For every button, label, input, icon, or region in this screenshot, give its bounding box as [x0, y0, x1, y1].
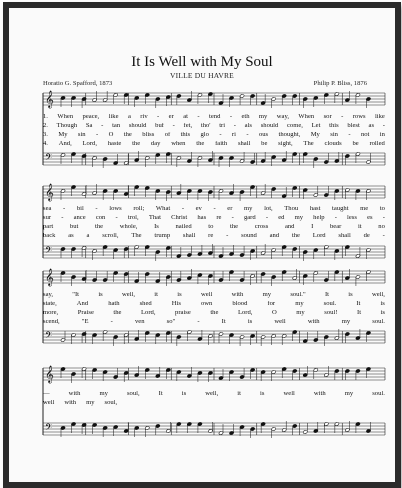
- note-head: [271, 427, 276, 431]
- note-head: [313, 429, 318, 433]
- note-head: [366, 160, 371, 164]
- note-head: [124, 192, 129, 196]
- note-head: [113, 93, 118, 97]
- lyric-line-s4-v2: well with my soul,: [43, 400, 118, 406]
- note-head: [103, 157, 108, 161]
- note-head: [292, 247, 297, 251]
- note-head: [113, 335, 118, 339]
- note-head: [219, 332, 224, 336]
- note-head: [71, 185, 76, 189]
- note-head: [71, 372, 76, 376]
- note-head: [92, 156, 97, 160]
- note-head: [208, 334, 213, 338]
- note-head: [261, 335, 266, 339]
- note-head: [92, 278, 97, 282]
- note-head: [166, 95, 171, 99]
- note-head: [61, 271, 66, 275]
- note-head: [166, 152, 171, 156]
- note-head: [292, 186, 297, 190]
- note-head: [71, 247, 76, 251]
- lyric-line-s2-v2: sur - ance con - trol, That Christ has re - gard - ed my help - less es -: [43, 215, 385, 221]
- note-head: [71, 152, 76, 156]
- note-head: [166, 190, 171, 194]
- note-head: [334, 336, 339, 340]
- lyric-line-s3-v4: scend, "E - ven so" - It is well with my soul.: [43, 319, 385, 325]
- note-head: [313, 271, 318, 275]
- musical-score: [9, 8, 395, 482]
- note-head: [92, 368, 97, 372]
- note-head: [145, 156, 150, 160]
- note-head: [271, 370, 276, 374]
- note-head: [334, 369, 339, 373]
- note-head: [187, 159, 192, 163]
- note-head: [282, 367, 287, 371]
- note-head: [208, 371, 213, 375]
- note-head: [166, 275, 171, 279]
- note-head: [145, 368, 150, 372]
- note-head: [92, 98, 97, 102]
- note-head: [366, 367, 371, 371]
- note-head: [303, 339, 308, 343]
- note-head: [292, 94, 297, 98]
- note-head: [134, 158, 139, 162]
- note-head: [61, 153, 66, 157]
- note-head: [250, 427, 255, 431]
- bass-clef-icon: 𝄢: [45, 152, 53, 165]
- treble-clef-icon: 𝄞: [45, 183, 54, 201]
- note-head: [355, 93, 360, 97]
- sheet-music-page: [9, 8, 395, 482]
- note-head: [134, 373, 139, 377]
- note-head: [71, 333, 76, 337]
- treble-clef-icon: 𝄞: [45, 268, 54, 286]
- note-head: [250, 368, 255, 372]
- note-head: [303, 188, 308, 192]
- note-head: [61, 426, 66, 430]
- note-head: [334, 92, 339, 96]
- composer-credit: Philip P. Bliss, 1876: [313, 80, 367, 87]
- note-head: [103, 330, 108, 334]
- lyric-line-s3-v1: say, "It is well, it is well with my soul." It is well,: [43, 292, 385, 298]
- lyric-line-s2-v4: back as a scroll, The trump shall re - sound and the Lord shall de -: [43, 233, 385, 239]
- note-head: [187, 253, 192, 257]
- note-head: [219, 254, 224, 258]
- note-head: [261, 370, 266, 374]
- note-head: [103, 278, 108, 282]
- note-head: [250, 185, 255, 189]
- note-head: [292, 369, 297, 373]
- note-head: [303, 250, 308, 254]
- note-head: [261, 159, 266, 163]
- note-head: [313, 96, 318, 100]
- note-head: [197, 371, 202, 375]
- note-head: [155, 374, 160, 378]
- note-head: [313, 368, 318, 372]
- note-head: [155, 97, 160, 101]
- note-head: [324, 278, 329, 282]
- note-head: [134, 426, 139, 430]
- note-head: [103, 370, 108, 374]
- lyric-line-s1-v4: 4. And, Lord, haste the day when the faith shall be sight, The clouds be rolled: [43, 141, 385, 147]
- note-head: [324, 245, 329, 249]
- note-head: [208, 92, 213, 96]
- lyric-line-s1-v2: 2. Though Sa - tan should buf - fet, tho' tri - als should come, Let this blest as -: [43, 123, 385, 129]
- lyric-line-s4-v1: — with my soul, It is well, it is well with my soul.: [43, 391, 385, 397]
- note-head: [176, 335, 181, 339]
- note-head: [155, 189, 160, 193]
- note-head: [250, 249, 255, 253]
- note-head: [71, 275, 76, 279]
- note-head: [334, 422, 339, 426]
- tune-name: VILLE DU HAVRE: [170, 71, 234, 80]
- note-head: [240, 278, 245, 282]
- note-head: [145, 272, 150, 276]
- note-head: [292, 330, 297, 334]
- note-head: [208, 190, 213, 194]
- note-head: [176, 422, 181, 426]
- note-head: [271, 155, 276, 159]
- note-head: [124, 333, 129, 337]
- note-head: [145, 186, 150, 190]
- note-head: [324, 193, 329, 197]
- lyric-line-s1-v1: 1. When peace, like a riv - er at - tend - eth my way, When sor - rows like: [43, 114, 385, 120]
- note-head: [313, 193, 318, 197]
- note-head: [176, 191, 181, 195]
- note-head: [240, 253, 245, 257]
- note-head: [313, 157, 318, 161]
- note-head: [229, 370, 234, 374]
- note-head: [71, 96, 76, 100]
- lyric-line-s1-v3: 3. My sin - O the bliss of this glo - ri - ous thought, My sin - not in: [43, 132, 385, 138]
- note-head: [197, 337, 202, 341]
- note-head: [187, 189, 192, 193]
- note-head: [197, 93, 202, 97]
- note-head: [271, 248, 276, 252]
- bass-clef-icon: 𝄢: [45, 330, 53, 343]
- lyric-line-s2-v1: sea - bil - lows roll; What - ev - er my lot, Thou hast taught me to: [43, 206, 385, 212]
- note-head: [61, 367, 66, 371]
- note-head: [355, 336, 360, 340]
- note-head: [103, 426, 108, 430]
- note-head: [219, 431, 224, 435]
- note-head: [261, 251, 266, 255]
- note-head: [303, 274, 308, 278]
- note-head: [145, 93, 150, 97]
- note-head: [61, 96, 66, 100]
- note-head: [197, 252, 202, 256]
- note-head: [113, 248, 118, 252]
- note-head: [345, 188, 350, 192]
- note-head: [240, 375, 245, 379]
- note-head: [176, 278, 181, 282]
- note-head: [324, 373, 329, 377]
- bass-clef-icon: 𝄢: [45, 245, 53, 258]
- note-head: [155, 333, 160, 337]
- note-head: [366, 331, 371, 335]
- note-head: [366, 429, 371, 433]
- note-head: [176, 94, 181, 98]
- note-head: [261, 191, 266, 195]
- lyric-line-s3-v3: more, Praise the Lord, praise the Lord, O my soul! It is: [43, 310, 385, 316]
- note-head: [124, 371, 129, 375]
- note-head: [155, 153, 160, 157]
- note-head: [229, 333, 234, 337]
- note-head: [250, 334, 255, 338]
- bass-clef-icon: 𝄢: [45, 422, 53, 435]
- note-head: [271, 334, 276, 338]
- note-head: [345, 428, 350, 432]
- note-head: [229, 431, 234, 435]
- note-head: [355, 189, 360, 193]
- note-head: [61, 189, 66, 193]
- note-head: [282, 428, 287, 432]
- note-head: [250, 274, 255, 278]
- lyric-line-s2-v3: part but the whole, Is nailed to the cross and I bear it no: [43, 224, 385, 230]
- note-head: [219, 278, 224, 282]
- note-head: [92, 249, 97, 253]
- note-head: [345, 332, 350, 336]
- note-head: [334, 189, 339, 193]
- note-head: [113, 375, 118, 379]
- note-head: [366, 270, 371, 274]
- note-head: [197, 189, 202, 193]
- note-head: [355, 275, 360, 279]
- note-head: [219, 189, 224, 193]
- note-head: [261, 422, 266, 426]
- note-head: [187, 422, 192, 426]
- note-head: [355, 422, 360, 426]
- note-head: [229, 270, 234, 274]
- note-head: [282, 245, 287, 249]
- note-head: [166, 368, 171, 372]
- note-head: [187, 330, 192, 334]
- note-head: [145, 245, 150, 249]
- note-head: [250, 160, 255, 164]
- note-head: [240, 190, 245, 194]
- note-head: [92, 333, 97, 337]
- note-head: [124, 93, 129, 97]
- note-head: [103, 189, 108, 193]
- lyricist-credit: Horatio G. Spafford, 1873: [43, 80, 113, 87]
- note-head: [240, 94, 245, 98]
- note-head: [282, 94, 287, 98]
- note-head: [176, 156, 181, 160]
- note-head: [166, 331, 171, 335]
- note-head: [303, 152, 308, 156]
- note-head: [355, 152, 360, 156]
- note-head: [71, 422, 76, 426]
- note-head: [145, 426, 150, 430]
- note-head: [134, 96, 139, 100]
- note-head: [303, 430, 308, 434]
- note-head: [366, 248, 371, 252]
- note-head: [176, 254, 181, 258]
- note-head: [366, 97, 371, 101]
- note-head: [134, 185, 139, 189]
- note-head: [345, 245, 350, 249]
- note-head: [282, 158, 287, 162]
- note-head: [324, 335, 329, 339]
- note-head: [103, 245, 108, 249]
- note-head: [113, 271, 118, 275]
- picture-frame: [3, 2, 401, 488]
- note-head: [145, 331, 150, 335]
- note-head: [187, 276, 192, 280]
- note-head: [113, 425, 118, 429]
- note-head: [113, 161, 118, 165]
- note-head: [166, 429, 171, 433]
- note-head: [292, 424, 297, 428]
- note-head: [334, 159, 339, 163]
- note-head: [134, 337, 139, 341]
- note-head: [345, 154, 350, 158]
- note-head: [271, 187, 276, 191]
- note-head: [229, 252, 234, 256]
- note-head: [155, 424, 160, 428]
- note-head: [61, 247, 66, 251]
- note-head: [124, 247, 129, 251]
- note-head: [208, 251, 213, 255]
- note-head: [155, 250, 160, 254]
- note-head: [208, 158, 213, 162]
- note-head: [197, 422, 202, 426]
- note-head: [313, 338, 318, 342]
- note-head: [250, 94, 255, 98]
- note-head: [345, 369, 350, 373]
- note-head: [92, 423, 97, 427]
- treble-clef-icon: 𝄞: [45, 365, 54, 383]
- note-head: [219, 101, 224, 105]
- note-head: [166, 246, 171, 250]
- note-head: [113, 189, 118, 193]
- hymn-title: It Is Well with My Soul: [131, 54, 273, 70]
- note-head: [103, 98, 108, 102]
- note-head: [219, 376, 224, 380]
- note-head: [240, 335, 245, 339]
- note-head: [271, 275, 276, 279]
- note-head: [261, 101, 266, 105]
- note-head: [292, 276, 297, 280]
- note-head: [197, 156, 202, 160]
- note-head: [134, 279, 139, 283]
- note-head: [324, 422, 329, 426]
- note-head: [134, 245, 139, 249]
- note-head: [324, 160, 329, 164]
- note-head: [229, 96, 234, 100]
- treble-clef-icon: 𝄞: [45, 90, 54, 108]
- note-head: [229, 156, 234, 160]
- note-head: [303, 97, 308, 101]
- note-head: [176, 370, 181, 374]
- lyric-line-s3-v2: state, And hath shed His own blood for my soul. It is: [43, 301, 385, 307]
- note-head: [282, 334, 287, 338]
- note-head: [208, 274, 213, 278]
- note-head: [240, 159, 245, 163]
- note-head: [355, 254, 360, 258]
- note-head: [324, 93, 329, 97]
- note-head: [187, 98, 192, 102]
- note-head: [366, 189, 371, 193]
- note-head: [124, 161, 129, 165]
- note-head: [187, 374, 192, 378]
- note-head: [155, 279, 160, 283]
- note-head: [334, 270, 339, 274]
- note-head: [313, 248, 318, 252]
- note-head: [240, 425, 245, 429]
- note-head: [292, 152, 297, 156]
- note-head: [282, 194, 287, 198]
- note-head: [219, 156, 224, 160]
- note-head: [197, 273, 202, 277]
- note-head: [208, 429, 213, 433]
- note-head: [282, 270, 287, 274]
- note-head: [229, 191, 234, 195]
- note-head: [345, 98, 350, 102]
- note-head: [261, 272, 266, 276]
- note-head: [61, 338, 66, 342]
- note-head: [271, 97, 276, 101]
- note-head: [334, 249, 339, 253]
- note-head: [124, 429, 129, 433]
- note-head: [124, 272, 129, 276]
- note-head: [355, 369, 360, 373]
- note-head: [345, 276, 350, 280]
- note-head: [303, 373, 308, 377]
- note-head: [92, 191, 97, 195]
